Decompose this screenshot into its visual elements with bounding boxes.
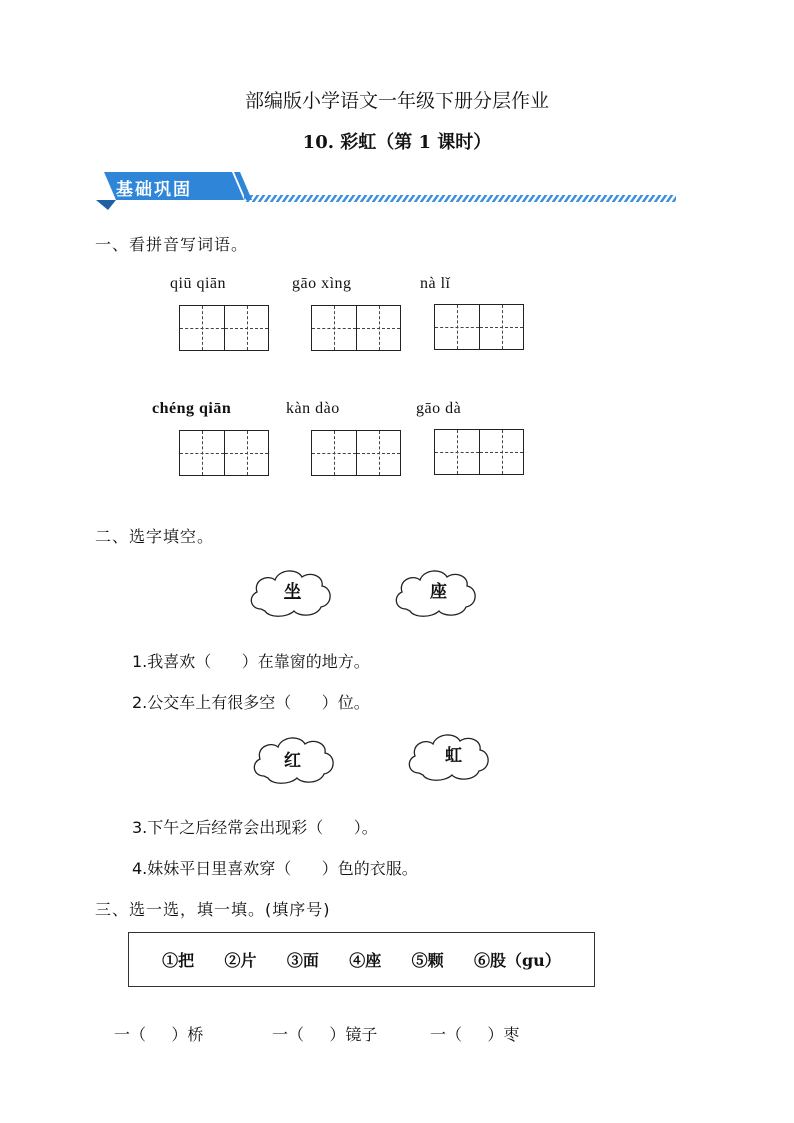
cloud-char: 虹	[445, 746, 462, 766]
sentence-3: 3.下午之后经常会出现彩（ ）。	[132, 818, 378, 837]
fill-1: 一（ ）桥	[114, 1025, 204, 1044]
cloud-char: 红	[284, 751, 301, 771]
sentence-2: 2.公交车上有很多空（ ）位。	[132, 693, 370, 712]
banner-stripe	[244, 195, 676, 202]
option-2: ②片	[224, 951, 257, 970]
writing-grid-3[interactable]	[434, 304, 524, 350]
pinyin-1: qiū qiān	[170, 275, 226, 292]
options-box	[128, 932, 595, 987]
lesson-subtitle: 10. 彩虹（第 1 课时）	[302, 132, 492, 153]
cloud-option-hong	[250, 732, 338, 786]
banner-label: 基础巩固	[116, 180, 192, 200]
pinyin-6: gāo dà	[416, 400, 462, 417]
sentence-1: 1.我喜欢（ ）在靠窗的地方。	[132, 652, 370, 671]
pinyin-5: kàn dào	[286, 400, 340, 417]
writing-grid-6[interactable]	[434, 429, 524, 475]
cloud-option-zuo	[247, 565, 335, 619]
option-3: ③面	[286, 951, 319, 970]
fill-3: 一（ ）枣	[430, 1025, 520, 1044]
writing-grid-2[interactable]	[311, 305, 401, 351]
pinyin-2: gāo xìng	[292, 275, 352, 292]
writing-grid-5[interactable]	[311, 430, 401, 476]
section1-heading: 一、看拼音写词语。	[95, 235, 249, 254]
sentence-4: 4.妹妹平日里喜欢穿（ ）色的衣服。	[132, 859, 418, 878]
cloud-option-hong2	[405, 729, 493, 783]
cloud-option-zuo2	[392, 565, 480, 619]
option-1: ①把	[162, 951, 195, 970]
section3-heading: 三、选一选，填一填。(填序号)	[95, 900, 331, 919]
option-6: ⑥股（gu）	[473, 951, 561, 970]
writing-grid-1[interactable]	[179, 305, 269, 351]
banner-fold	[96, 200, 116, 210]
page-title: 部编版小学语文一年级下册分层作业	[244, 90, 549, 112]
pinyin-4: chéng qiān	[152, 400, 232, 417]
option-4: ④座	[349, 951, 382, 970]
writing-grid-4[interactable]	[179, 430, 269, 476]
section-banner	[94, 170, 684, 214]
fill-2: 一（ ）镜子	[272, 1025, 378, 1044]
pinyin-3: nà lǐ	[420, 275, 451, 292]
cloud-char: 坐	[284, 582, 301, 602]
section2-heading: 二、选字填空。	[95, 527, 215, 546]
option-5: ⑤颗	[411, 951, 444, 970]
cloud-char: 座	[430, 582, 447, 602]
